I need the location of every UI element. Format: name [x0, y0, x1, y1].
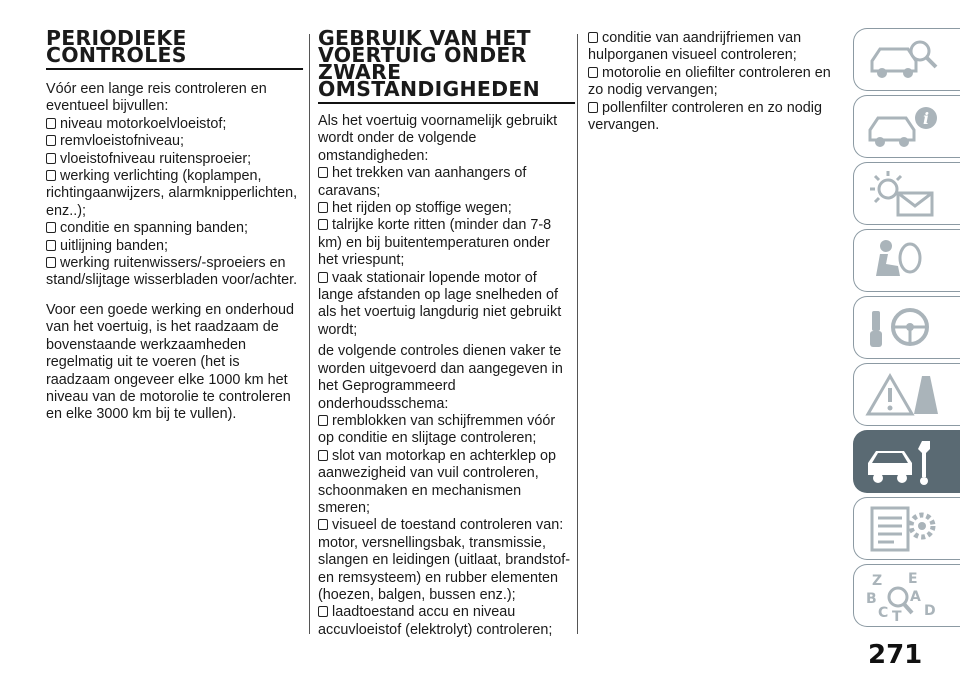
- car-info-magnifier-icon: [864, 35, 944, 85]
- column-continued: [588, 30, 840, 134]
- checkbox-bullet-icon: [318, 272, 328, 283]
- alphabetical-index-icon: [864, 571, 944, 621]
- index-letter: B: [866, 591, 877, 607]
- checkbox-bullet-icon: [46, 222, 56, 233]
- checkbox-bullet-icon: [318, 219, 328, 230]
- tab-starting-driving[interactable]: [853, 296, 960, 359]
- list-item: vaak stationair lopende motor of lange afstanden op lage snelheden of als het voertuig langdurig niet gebruikt wordt;: [318, 269, 562, 338]
- intro-text: Vóór een lange reis controleren en eventueel bijvullen:: [46, 81, 267, 115]
- tab-technical-data[interactable]: [853, 497, 960, 560]
- list-item: remblokken van schijfremmen vóór op conditie en slijtage controleren;: [318, 412, 556, 447]
- tab-vehicle-info[interactable]: [853, 95, 960, 158]
- list-item: vloeistofniveau ruitensproeier;: [46, 151, 298, 168]
- page-number: 271: [868, 640, 923, 670]
- list-item: het trekken van aanhangers of caravans;: [318, 165, 527, 199]
- checkbox-bullet-icon: [46, 257, 56, 268]
- heading-line: ZWARE: [318, 60, 402, 84]
- list-item: laadtoestand accu en niveau accuvloeistof (elektrolyt) controleren;: [318, 604, 553, 638]
- list-item: pollenfilter controleren en zo nodig vervangen.: [588, 99, 822, 134]
- column-zware-omstandigheden: [318, 26, 571, 639]
- list-item: remvloeistofniveau;: [46, 133, 298, 150]
- intro-text: Als het voertuig voornamelijk gebruikt wordt onder de volgende omstandigheden:: [318, 113, 558, 164]
- checkbox-bullet-icon: [318, 606, 328, 617]
- tab-dashboard[interactable]: [853, 28, 960, 91]
- list-item: het rijden op stoffige wegen;: [318, 200, 570, 217]
- car-info-icon: [864, 102, 944, 152]
- tab-maintenance-active[interactable]: [853, 430, 960, 493]
- checkbox-bullet-icon: [318, 202, 328, 213]
- list-item: werking ruitenwissers/-sproeiers en stand/slijtage wisserbladen voor/achter.: [46, 255, 298, 289]
- svg-text:i: i: [923, 109, 930, 128]
- list-item: niveau motorkoelvloeistof;: [46, 116, 298, 133]
- checkbox-bullet-icon: [588, 102, 598, 113]
- list-item: werking verlichting (koplampen, richtingaanwijzers, alarmknipperlichten, enz..);: [46, 168, 298, 219]
- list-item: talrijke korte ritten (minder dan 7-8 km) en bij buitentemperaturen onder het vriespunt;: [318, 217, 552, 269]
- list-item: slot van motorkap en achterklep op aanwezigheid van vuil controleren, schoonmaken en mechanismen smeren;: [318, 447, 556, 516]
- airbag-seat-icon: [864, 236, 944, 286]
- index-letter: T: [892, 609, 902, 621]
- column-divider: [309, 34, 310, 634]
- list-item: visueel de toestand controleren van: motor, versnellingsbak, transmissie, slangen en leidingen (uitlaat, brandstof- en remsysteem) en rubber elementen (hoezen, balgen, bussen enz.);: [318, 517, 571, 603]
- checkbox-bullet-icon: [46, 118, 56, 129]
- tab-warning-lights[interactable]: [853, 162, 960, 225]
- checkbox-bullet-icon: [46, 240, 56, 251]
- index-letter: C: [878, 605, 889, 621]
- middle-text: de volgende controles dienen vaker te worden uitgevoerd dan aangegeven in het Geprogrammeerd onderhoudsschema:: [318, 343, 563, 412]
- warning-light-envelope-icon: [864, 169, 944, 219]
- column-periodieke-controles: [46, 26, 298, 424]
- index-letter: D: [924, 603, 936, 619]
- index-letter: Z: [872, 573, 883, 589]
- tab-emergency[interactable]: [853, 363, 960, 426]
- list-item: conditie en spanning banden;: [46, 220, 298, 237]
- checkbox-bullet-icon: [318, 519, 328, 530]
- checkbox-bullet-icon: [46, 153, 56, 164]
- key-steering-wheel-icon: [864, 303, 944, 353]
- checkbox-bullet-icon: [46, 170, 56, 181]
- index-letter: E: [908, 571, 918, 587]
- heading-line: VOERTUIG ONDER: [318, 43, 527, 67]
- index-letter: A: [910, 589, 921, 605]
- closing-text: Voor een goede werking en onderhoud van het voertuig, is het raadzaam de bovenstaande werkzaamheden regelmatig uit te voeren (het is raadzaam ongeveer elke 1000 km het niveau van de motorolie te controleren en elke 3000 km bij te vullen).: [46, 301, 295, 423]
- section-heading: [46, 26, 303, 70]
- heading-line: GEBRUIK VAN HET: [318, 26, 531, 50]
- car-wrench-icon: [864, 437, 944, 487]
- section-heading: [318, 26, 575, 104]
- list-item: uitlijning banden;: [46, 238, 298, 255]
- checkbox-bullet-icon: [318, 450, 328, 461]
- checkbox-bullet-icon: [318, 167, 328, 178]
- heading-line: OMSTANDIGHEDEN: [318, 77, 541, 101]
- list-item: motorolie en oliefilter controleren en zo nodig vervangen;: [588, 64, 831, 99]
- tab-index[interactable]: [853, 564, 960, 627]
- heading-line: PERIODIEKE: [46, 26, 187, 50]
- tab-safety[interactable]: [853, 229, 960, 292]
- checkbox-bullet-icon: [588, 32, 598, 43]
- checkbox-bullet-icon: [588, 67, 598, 78]
- heading-line: CONTROLES: [46, 43, 187, 67]
- checkbox-bullet-icon: [318, 415, 328, 426]
- checkbox-bullet-icon: [46, 135, 56, 146]
- technical-data-list-icon: [864, 504, 944, 554]
- list-item: conditie van aandrijfriemen van hulporganen visueel controleren;: [588, 30, 802, 64]
- column-divider: [577, 34, 578, 634]
- roadside-warning-triangle-icon: [864, 370, 944, 420]
